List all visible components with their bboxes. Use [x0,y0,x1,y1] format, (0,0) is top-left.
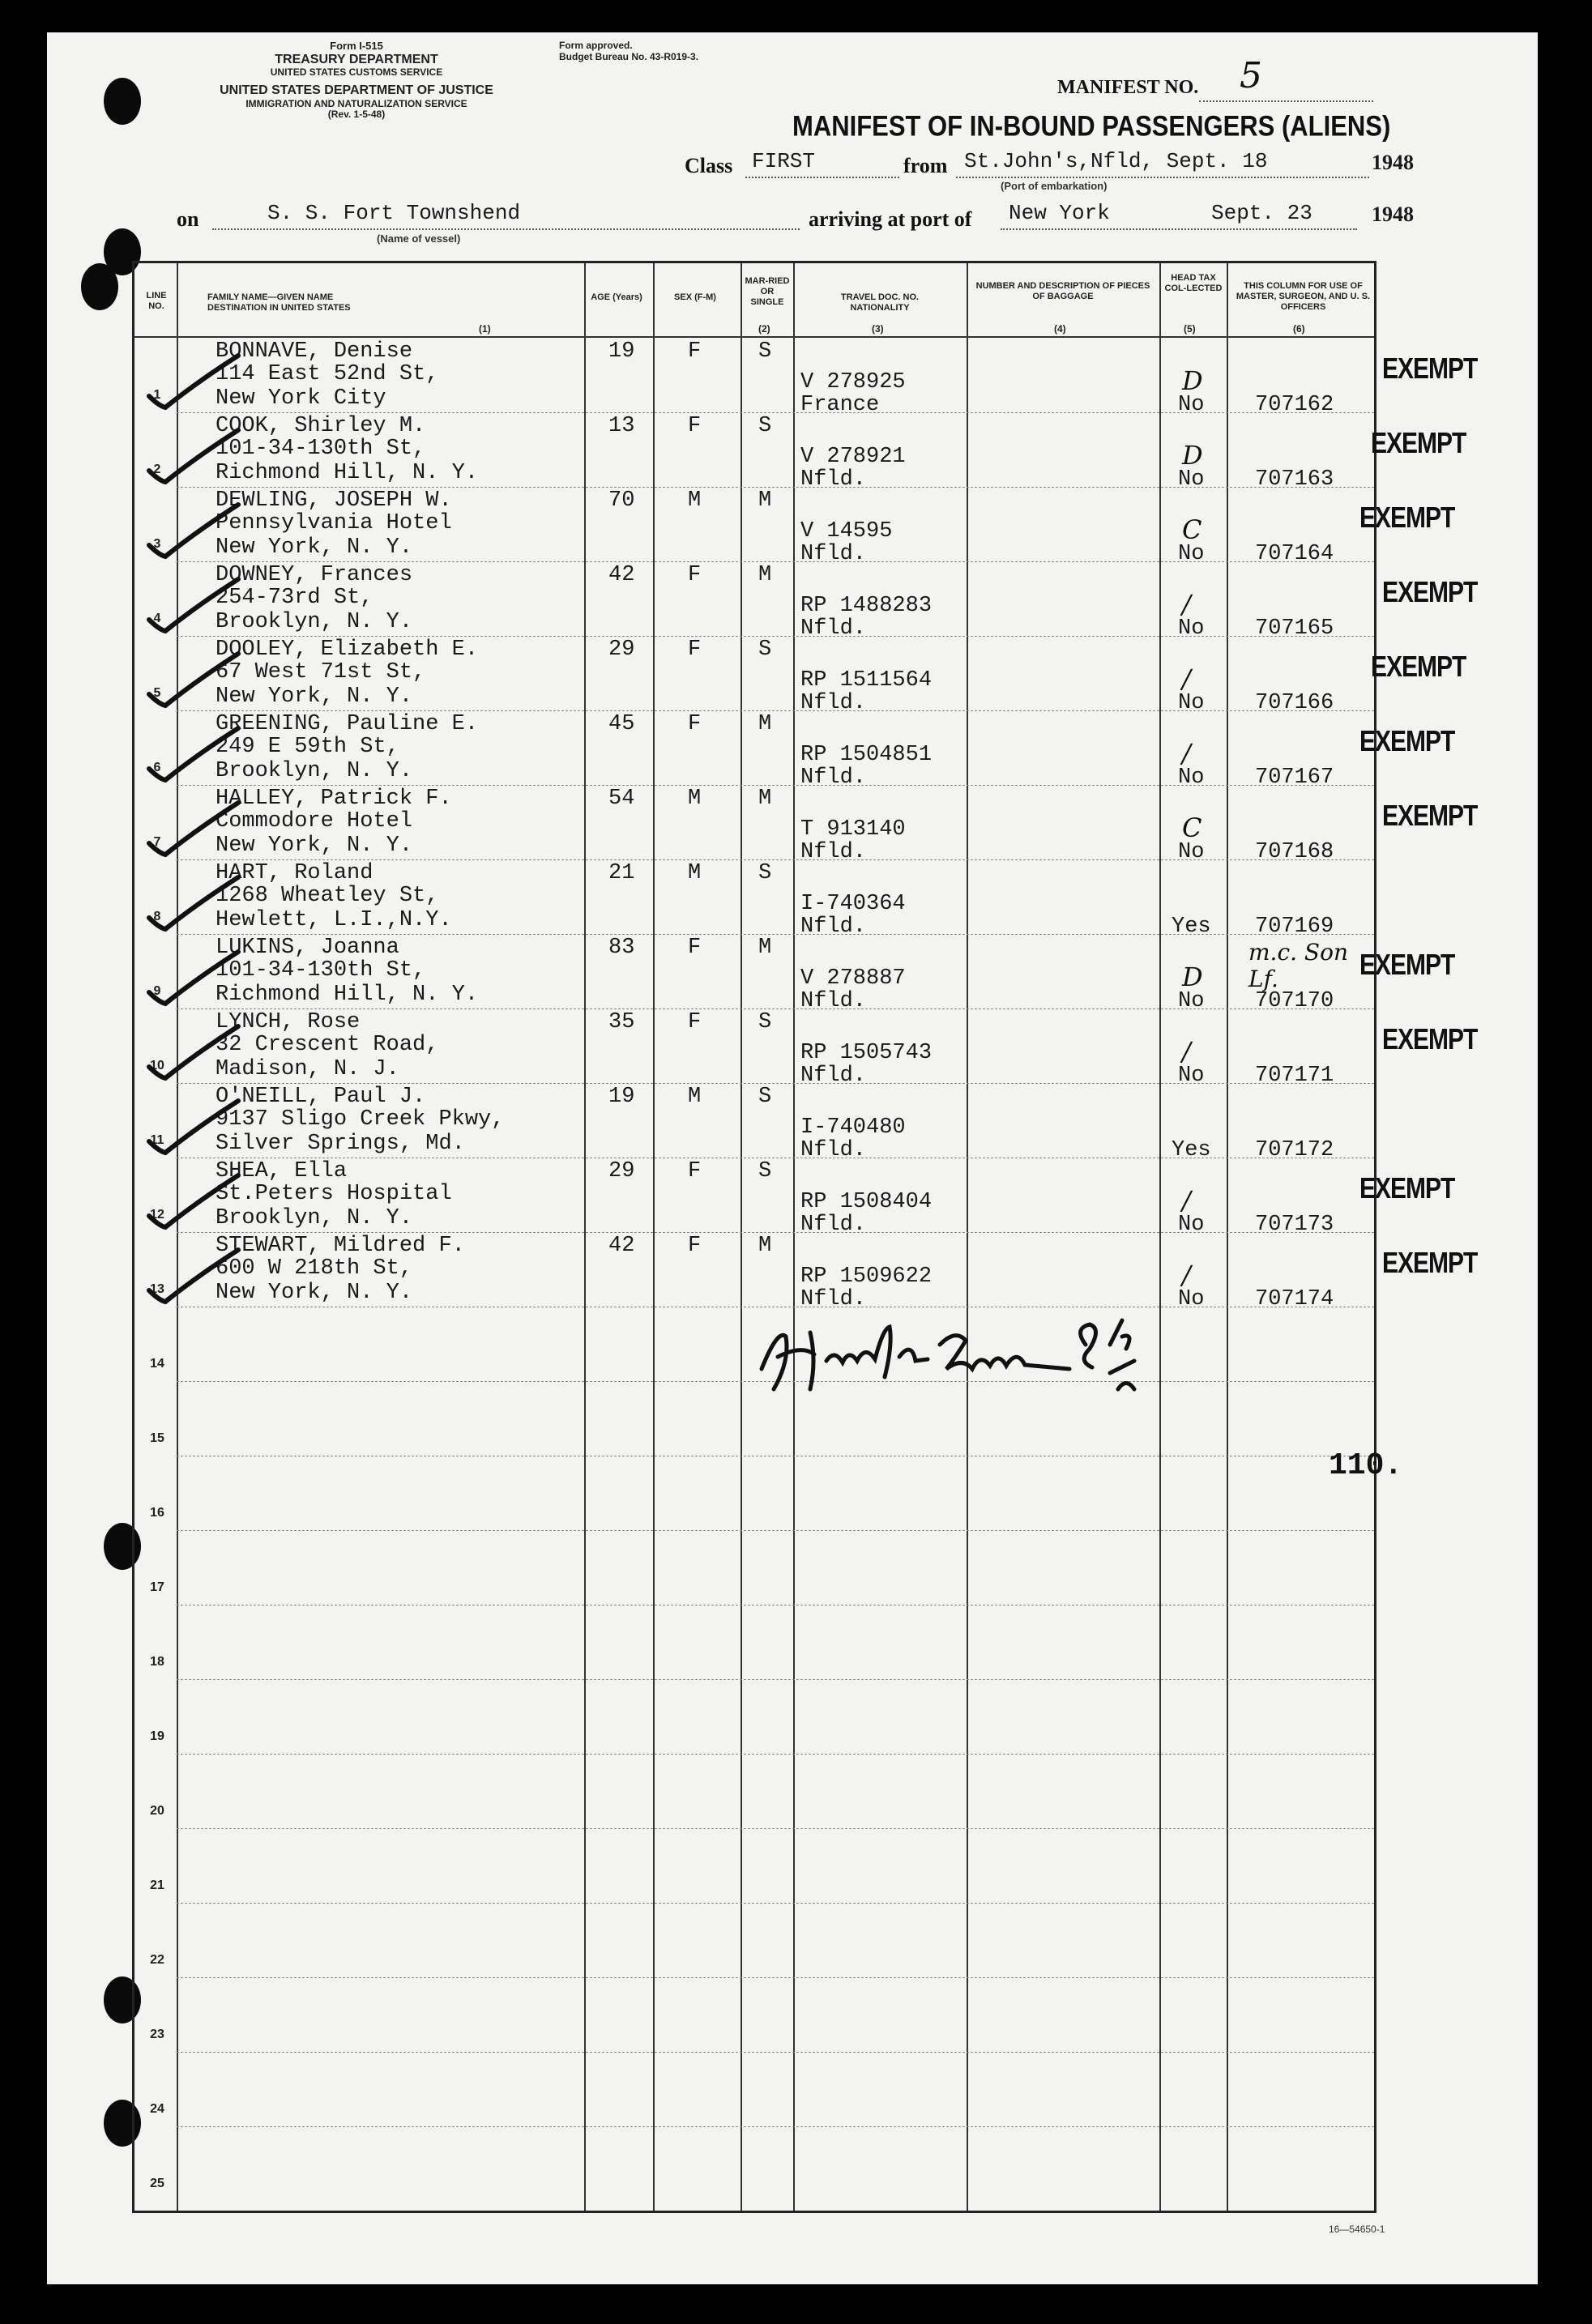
exempt-stamp: EXEMPT [1382,1247,1478,1280]
col-divider [1227,263,1228,2211]
head-tax-collected: No [1178,840,1205,864]
row-divider [177,934,1374,935]
line-number: 1 [153,388,161,402]
sex-value: F [688,1010,702,1034]
baggage-mark: / [1182,738,1191,769]
inspector-signature [753,1312,1175,1401]
travel-doc-no: I-740364 [800,892,906,916]
destination-line-1: 101-34-130th St, [216,958,426,983]
nationality: Nfld. [800,616,867,641]
destination-line-1: 114 East 52nd St, [216,362,439,386]
col-name: FAMILY NAME—GIVEN NAME DESTINATION IN UNITED STATES [207,292,351,313]
col-line-no: LINE NO. [146,291,167,312]
line-number: 22 [150,1953,164,1967]
sex-value: M [688,488,702,513]
nationality: Nfld. [800,1138,867,1162]
age-value: 54 [608,787,635,811]
line-number: 4 [153,612,161,625]
travel-doc-no: RP 1511564 [800,668,933,693]
nationality: Nfld. [800,765,867,790]
destination-line-2: New York, N. Y. [216,684,413,709]
col-married: MAR-RIED OR SINGLE [745,276,790,308]
row-divider [177,785,1374,786]
sex-value: F [688,712,702,736]
col-divider [584,263,586,2211]
line-number: 19 [150,1729,164,1743]
line-number: 17 [150,1580,164,1594]
col-baggage: NUMBER AND DESCRIPTION OF PIECES OF BAGGAGE [975,281,1150,302]
destination-line-1: Commodore Hotel [216,809,413,834]
passenger-name: DOWNEY, Frances [216,563,413,587]
check-mark [141,1169,246,1234]
port-caption: (Port of embarkation) [1001,180,1108,192]
passenger-name: GREENING, Pauline E. [216,712,479,736]
manifest-label: MANIFEST NO. [1057,77,1199,98]
officer-number: 707167 [1255,765,1334,790]
travel-doc-no: V 278925 [800,370,906,394]
arriving-label: arriving at port of [809,207,972,231]
line-number: 13 [150,1282,164,1296]
sex-value: M [688,787,702,811]
col-divider [793,263,795,2211]
destination-line-2: New York, N. Y. [216,834,413,858]
marital-status: S [758,1010,772,1034]
line-number: 9 [153,984,161,998]
row-divider [177,2126,1374,2127]
col-sex: SEX (F-M) [674,292,716,302]
manifest-number: 5 [1240,55,1262,96]
sex-value: F [688,1159,702,1183]
officer-number: 707171 [1255,1064,1334,1088]
col-number: (1) [479,323,491,335]
check-mark [141,1020,246,1085]
officer-number: 707170 [1255,989,1334,1013]
arrival-date: Sept. 23 [1211,201,1312,225]
age-value: 21 [608,861,635,885]
arrival-year: 1948 [1372,203,1414,226]
head-tax-collected: No [1178,989,1205,1013]
passenger-name: LUKINS, Joanna [216,936,399,960]
destination-line-1: 101-34-130th St, [216,437,426,461]
exempt-stamp: EXEMPT [1382,352,1478,386]
nationality: Nfld. [800,542,867,566]
marital-status: S [758,861,772,885]
manifest-title: MANIFEST OF IN-BOUND PASSENGERS (ALIENS) [792,109,1391,143]
row-divider [177,487,1374,488]
age-value: 45 [608,712,635,736]
line-number: 16 [150,1506,164,1520]
destination-line-1: St.Peters Hospital [216,1182,452,1206]
passenger-name: DOOLEY, Elizabeth E. [216,638,479,662]
head-tax-collected: No [1178,765,1205,790]
exempt-stamp: EXEMPT [1382,1023,1478,1056]
handwritten-note: m.c. Son Lf. [1248,939,1349,992]
check-mark [141,424,246,488]
line-number: 24 [150,2102,164,2116]
passenger-name: HART, Roland [216,861,373,885]
manifest-no-line [1199,100,1373,102]
sex-value: M [688,861,702,885]
travel-doc-no: RP 1488283 [800,594,933,618]
officer-number: 707168 [1255,840,1334,864]
age-value: 29 [608,1159,635,1183]
form-revision: (Rev. 1-5-48) [327,109,386,121]
row-divider [177,1754,1374,1755]
nationality: Nfld. [800,1213,867,1237]
exempt-stamp: EXEMPT [1382,800,1478,833]
head-tax-collected: No [1178,1287,1205,1311]
baggage-mark: D [1182,440,1203,471]
row-divider [177,1083,1374,1084]
age-value: 19 [608,339,635,364]
passenger-name: DEWLING, JOSEPH W. [216,488,452,513]
ins-service: IMMIGRATION AND NATURALIZATION SERVICE [245,97,467,109]
travel-doc-no: RP 1508404 [800,1190,933,1214]
line-number: 12 [150,1208,164,1222]
travel-doc-no: V 278921 [800,445,906,469]
age-value: 83 [608,936,635,960]
nationality: France [800,393,880,417]
baggage-mark: C [1182,812,1202,843]
col-divider [653,263,655,2211]
nationality: Nfld. [800,915,867,939]
line-number: 25 [150,2177,164,2190]
age-value: 42 [608,563,635,587]
page-total: 110. [1329,1448,1403,1483]
marital-status: S [758,1159,772,1183]
passenger-name: LYNCH, Rose [216,1010,361,1034]
marital-status: S [758,638,772,662]
destination-line-1: 32 Crescent Road, [216,1033,439,1057]
travel-doc-no: T 913140 [800,817,906,842]
marital-status: S [758,339,772,364]
line-number: 6 [153,761,161,774]
check-mark [141,1094,246,1159]
baggage-mark: / [1182,1260,1191,1290]
destination-line-1: 67 West 71st St, [216,660,426,684]
footer-code: 16—54650-1 [1329,2224,1385,2235]
passenger-name: O'NEILL, Paul J. [216,1085,426,1109]
marital-status: M [758,563,772,587]
travel-doc-no: RP 1509622 [800,1264,933,1289]
form-number: Form I-515 [330,40,383,52]
travel-doc-no: V 14595 [800,519,893,544]
vessel-caption: (Name of vessel) [377,232,461,245]
destination-line-1: 9137 Sligo Creek Pkwy, [216,1107,505,1132]
officer-number: 707172 [1255,1138,1334,1162]
row-divider [177,412,1374,413]
approved-note: Form approved. [559,40,633,51]
col-divider [1159,263,1161,2211]
destination-line-2: Silver Springs, Md. [216,1132,465,1156]
destination-line-2: Madison, N. J. [216,1057,399,1081]
head-tax-collected: Yes [1172,1138,1211,1162]
baggage-mark: / [1182,663,1191,694]
age-value: 42 [608,1234,635,1258]
punch-hole [104,78,141,125]
arrival-port-line [1001,228,1357,230]
row-divider [177,1530,1374,1531]
destination-line-1: Pennsylvania Hotel [216,511,452,535]
line-number: 3 [153,537,161,551]
vessel-name: S. S. Fort Townshend [267,201,521,225]
officer-number: 707174 [1255,1287,1334,1311]
head-tax-collected: Yes [1172,915,1211,939]
col-number: (6) [1293,323,1305,335]
head-tax-collected: No [1178,542,1205,566]
class-label: Class [685,154,733,177]
destination-line-2: Richmond Hill, N. Y. [216,983,479,1007]
destination-line-2: New York, N. Y. [216,1281,413,1305]
vessel-line [212,228,800,230]
col-divider [967,263,968,2211]
from-value: St.John's,Nfld, Sept. 18 [964,149,1268,173]
col-head-tax: HEAD TAX COL-LECTED [1164,273,1223,294]
passenger-table [132,261,1478,2213]
exempt-stamp: EXEMPT [1359,725,1455,758]
officer-number: 707169 [1255,915,1334,939]
sex-value: F [688,563,702,587]
nationality: Nfld. [800,1287,867,1311]
class-line [745,177,899,178]
baggage-mark: / [1182,589,1191,620]
on-label: on [177,207,199,231]
officer-number: 707166 [1255,691,1334,715]
line-number: 21 [150,1878,164,1892]
line-number: 2 [153,463,161,476]
from-year: 1948 [1372,151,1414,174]
head-tax-collected: No [1178,616,1205,641]
justice-dept: UNITED STATES DEPARTMENT OF JUSTICE [220,83,493,98]
col-travel-doc: TRAVEL DOC. NO. NATIONALITY [840,292,920,313]
exempt-stamp: EXEMPT [1382,576,1478,609]
line-number: 15 [150,1431,164,1445]
destination-line-2: Hewlett, L.I.,N.Y. [216,908,452,932]
passenger-name: SHEA, Ella [216,1159,348,1183]
passenger-name: STEWART, Mildred F. [216,1234,465,1258]
punch-hole [81,263,118,310]
class-value: FIRST [752,149,816,173]
col-officers: THIS COLUMN FOR USE OF MASTER, SURGEON, AND U. S. OFFICERS [1236,281,1371,313]
col-number: (5) [1184,323,1196,335]
row-divider [177,1679,1374,1680]
line-number: 7 [153,835,161,849]
row-divider [177,2052,1374,2053]
age-value: 13 [608,414,635,438]
head-tax-collected: No [1178,1213,1205,1237]
exempt-stamp: EXEMPT [1359,949,1455,982]
age-value: 70 [608,488,635,513]
row-divider [177,636,1374,637]
arrival-port: New York [1009,201,1110,225]
destination-line-1: 254-73rd St, [216,586,373,610]
row-divider [177,561,1374,562]
customs-service: UNITED STATES CUSTOMS SERVICE [270,66,443,79]
officer-number: 707165 [1255,616,1334,641]
check-mark [141,945,246,1010]
nationality: Nfld. [800,691,867,715]
col-age: AGE (Years) [591,292,642,302]
nationality: Nfld. [800,467,867,492]
from-label: from [903,154,948,177]
marital-status: M [758,787,772,811]
line-number: 5 [153,686,161,700]
check-mark [141,498,246,563]
sex-value: F [688,936,702,960]
officer-number: 707162 [1255,393,1334,417]
head-tax-collected: No [1178,467,1205,492]
head-tax-collected: No [1178,393,1205,417]
age-value: 19 [608,1085,635,1109]
travel-doc-no: RP 1505743 [800,1041,933,1065]
baggage-mark: / [1182,1036,1191,1067]
header-separator [134,336,1374,338]
col-divider [741,263,742,2211]
marital-status: S [758,1085,772,1109]
line-number: 20 [150,1804,164,1818]
check-mark [141,1243,246,1308]
exempt-stamp: EXEMPT [1359,1172,1455,1205]
line-number: 23 [150,2028,164,2041]
check-mark [141,349,246,414]
exempt-stamp: EXEMPT [1371,427,1466,460]
sex-value: F [688,638,702,662]
row-divider [177,1977,1374,1978]
destination-line-1: 600 W 218th St, [216,1256,413,1281]
destination-line-2: Brooklyn, N. Y. [216,1206,413,1230]
sex-value: F [688,414,702,438]
row-divider [177,859,1374,860]
from-line [956,177,1369,178]
sex-value: M [688,1085,702,1109]
line-number: 8 [153,910,161,923]
row-divider [177,1232,1374,1233]
sex-value: F [688,1234,702,1258]
baggage-mark: / [1182,1185,1191,1216]
marital-status: M [758,488,772,513]
row-divider [177,1008,1374,1009]
sex-value: F [688,339,702,364]
passenger-name: BONNAVE, Denise [216,339,413,364]
check-mark [141,647,246,712]
check-mark [141,722,246,787]
age-value: 29 [608,638,635,662]
passenger-name: COOK, Shirley M. [216,414,426,438]
destination-line-2: Richmond Hill, N. Y. [216,461,479,485]
head-tax-collected: No [1178,1064,1205,1088]
officer-number: 707164 [1255,542,1334,566]
check-mark [141,796,246,861]
budget-bureau: Budget Bureau No. 43-R019-3. [559,50,699,62]
nationality: Nfld. [800,989,867,1013]
baggage-mark: D [1182,365,1203,396]
destination-line-2: New York City [216,386,386,411]
form-agency-block [174,41,539,121]
travel-doc-no: RP 1504851 [800,743,933,767]
check-mark [141,871,246,936]
passenger-name: HALLEY, Patrick F. [216,787,452,811]
row-divider [177,1903,1374,1904]
row-divider [177,1828,1374,1829]
officer-number: 707173 [1255,1213,1334,1237]
nationality: Nfld. [800,840,867,864]
marital-status: M [758,936,772,960]
approval-block [559,41,770,63]
travel-doc-no: V 278887 [800,966,906,991]
age-value: 35 [608,1010,635,1034]
head-tax-collected: No [1178,691,1205,715]
destination-line-2: Brooklyn, N. Y. [216,759,413,783]
marital-status: S [758,414,772,438]
col-number: (2) [758,323,770,335]
destination-line-1: 1268 Wheatley St, [216,884,439,908]
treasury-dept: TREASURY DEPARTMENT [275,52,438,66]
travel-doc-no: I-740480 [800,1115,906,1140]
destination-line-2: Brooklyn, N. Y. [216,610,413,634]
col-number: (4) [1054,323,1066,335]
marital-status: M [758,1234,772,1258]
line-number: 11 [150,1133,164,1147]
row-divider [177,710,1374,711]
nationality: Nfld. [800,1064,867,1088]
line-number: 14 [150,1357,164,1371]
exempt-stamp: EXEMPT [1359,501,1455,535]
line-number: 18 [150,1655,164,1669]
baggage-mark: D [1182,962,1203,992]
baggage-mark: C [1182,514,1202,545]
destination-line-1: 249 E 59th St, [216,735,399,759]
officer-number: 707163 [1255,467,1334,492]
col-number: (3) [872,323,884,335]
exempt-stamp: EXEMPT [1371,650,1466,684]
destination-line-2: New York, N. Y. [216,535,413,560]
check-mark [141,573,246,638]
marital-status: M [758,712,772,736]
line-number: 10 [150,1059,164,1072]
